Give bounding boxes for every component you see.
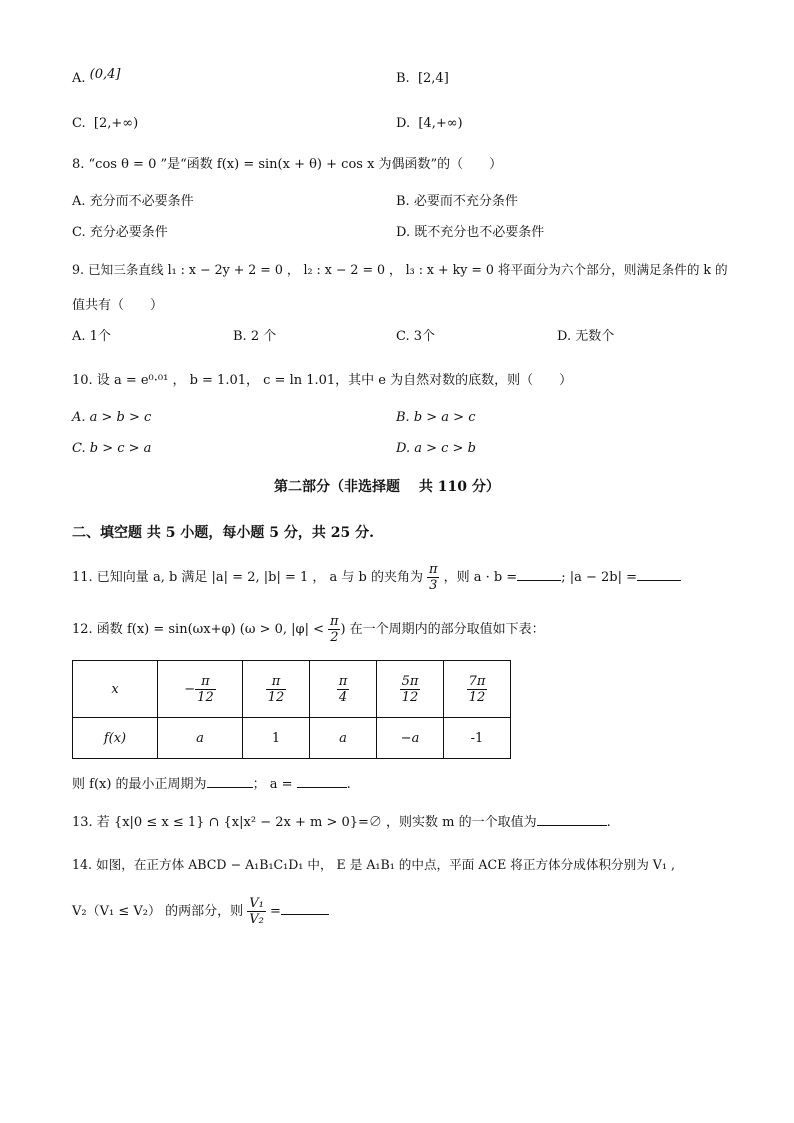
q12-stem	[72, 612, 545, 648]
q12-after-c: .	[346, 777, 351, 792]
q14-fraction: $\frac{\text{V₁}}{\text{V₂}}$	[249, 896, 264, 927]
q14-line1: 14. 如图，在正方体 ABCD − A₁B₁C₁D₁ 中， E 是 A₁B₁ 的中点，平面 ACE 将正方体分成体积分别为 V₁ ,	[72, 857, 675, 872]
q8-stem: 8. “cos θ = 0 ”是“函数 f(x) = sin(x + θ) + cos x 为偶函数”的（ ）	[72, 157, 503, 172]
q9-option-b: B. 2 个	[233, 329, 277, 344]
q9-stem-line2: 值共有（ ）	[72, 298, 164, 313]
q13-stem	[72, 813, 611, 832]
q11-fraction: $\frac{\pi}{3}$	[429, 562, 438, 593]
q12-answer-line	[72, 775, 351, 794]
table-cell: $\frac{\pi}{4}$	[310, 661, 377, 718]
q12-value-table	[72, 660, 511, 759]
q11-text-b: ，则 a · b =	[443, 570, 518, 585]
q11-text-a: 11. 已知向量 a, b 满足 |a| = 2, |b| = 1 ， a 与 b 的夹角为	[72, 570, 423, 585]
q7-option-c: C. [2,+∞)	[72, 116, 139, 131]
q10-option-b: B. b > a > c	[396, 410, 476, 425]
table-cell: -1	[444, 718, 511, 759]
q7-option-d: D. [4,+∞)	[396, 116, 463, 131]
q14-line2-a: V₂（V₁ ≤ V₂） 的两部分，则	[72, 904, 244, 919]
q12-after-a: 则 f(x) 的最小正周期为	[72, 777, 207, 792]
q8-option-b: B. 必要而不充分条件	[396, 194, 518, 209]
q13-end: .	[606, 815, 611, 830]
q12-text-a: 12. 函数 f(x) = sin(ωx+φ) (ω > 0, |φ| <	[72, 622, 325, 637]
part2-title: 第二部分（非选择题 共 110 分）	[274, 479, 500, 495]
q8-option-c: C. 充分必要条件	[72, 225, 168, 240]
table-cell: $\frac{7\pi}{12}$	[444, 661, 511, 718]
table-head-x: x	[73, 661, 158, 718]
q10-option-c: C. b > c > a	[72, 441, 152, 456]
table-cell: $\frac{5\pi}{12}$	[377, 661, 444, 718]
q10-option-a: A. a > b > c	[72, 410, 152, 425]
table-cell: a	[310, 718, 377, 759]
q9-option-d: D. 无数个	[557, 329, 615, 344]
q14-answer-blank[interactable]	[281, 902, 329, 915]
q12-answer-blank-2[interactable]	[297, 775, 347, 788]
table-row	[73, 661, 511, 718]
q11-answer-blank-1[interactable]	[517, 568, 561, 581]
table-head-fx: f(x)	[73, 718, 158, 759]
q11-text-c: ; |a − 2b| =	[561, 570, 638, 585]
q12-after-b: ； a =	[252, 777, 293, 792]
section2-title: 二、填空题 共 5 小题，每小题 5 分，共 25 分.	[72, 525, 374, 541]
table-cell: 1	[243, 718, 310, 759]
q10-stem: 10. 设 a = e⁰·⁰¹ ， b = 1.01， c = ln 1.01，其中 e 为自然对数的底数，则（ ）	[72, 373, 573, 388]
q9-option-a: A. 1个	[72, 329, 111, 344]
q9-option-c: C. 3个	[396, 329, 436, 344]
q13-answer-blank[interactable]	[537, 813, 607, 826]
table-cell: − $\frac{\pi}{12}$	[158, 661, 243, 718]
q7-option-b: B. [2,4]	[396, 71, 449, 86]
q13-text: 13. 若 {x|0 ≤ x ≤ 1} ∩ {x|x² − 2x + m > 0}=∅ ，则实数 m 的一个取值为	[72, 815, 537, 830]
q14-line2-b: =	[269, 904, 281, 919]
q8-option-d: D. 既不充分也不必要条件	[396, 225, 545, 240]
q11-stem	[72, 560, 681, 596]
table-cell: $\frac{\pi}{12}$	[243, 661, 310, 718]
q12-text-b: ) 在一个周期内的部分取值如下表：	[340, 622, 545, 637]
table-row	[73, 718, 511, 759]
table-cell: a	[158, 718, 243, 759]
q12-fraction: $\frac{\pi}{2}$	[330, 614, 339, 645]
q10-option-d: D. a > c > b	[396, 441, 476, 456]
q14-line2	[72, 892, 329, 932]
q9-stem-line1: 9. 已知三条直线 l₁ : x − 2y + 2 = 0 ， l₂ : x − 2 = 0 ， l₃ : x + ky = 0 将平面分为六个部分，则满足条件的 k 的	[72, 262, 728, 277]
q8-option-a: A. 充分而不必要条件	[72, 194, 194, 209]
q12-answer-blank-1[interactable]	[207, 775, 253, 788]
q7-option-a: A. (0,4]	[72, 67, 121, 86]
table-cell: −a	[377, 718, 444, 759]
q11-answer-blank-2[interactable]	[637, 568, 681, 581]
